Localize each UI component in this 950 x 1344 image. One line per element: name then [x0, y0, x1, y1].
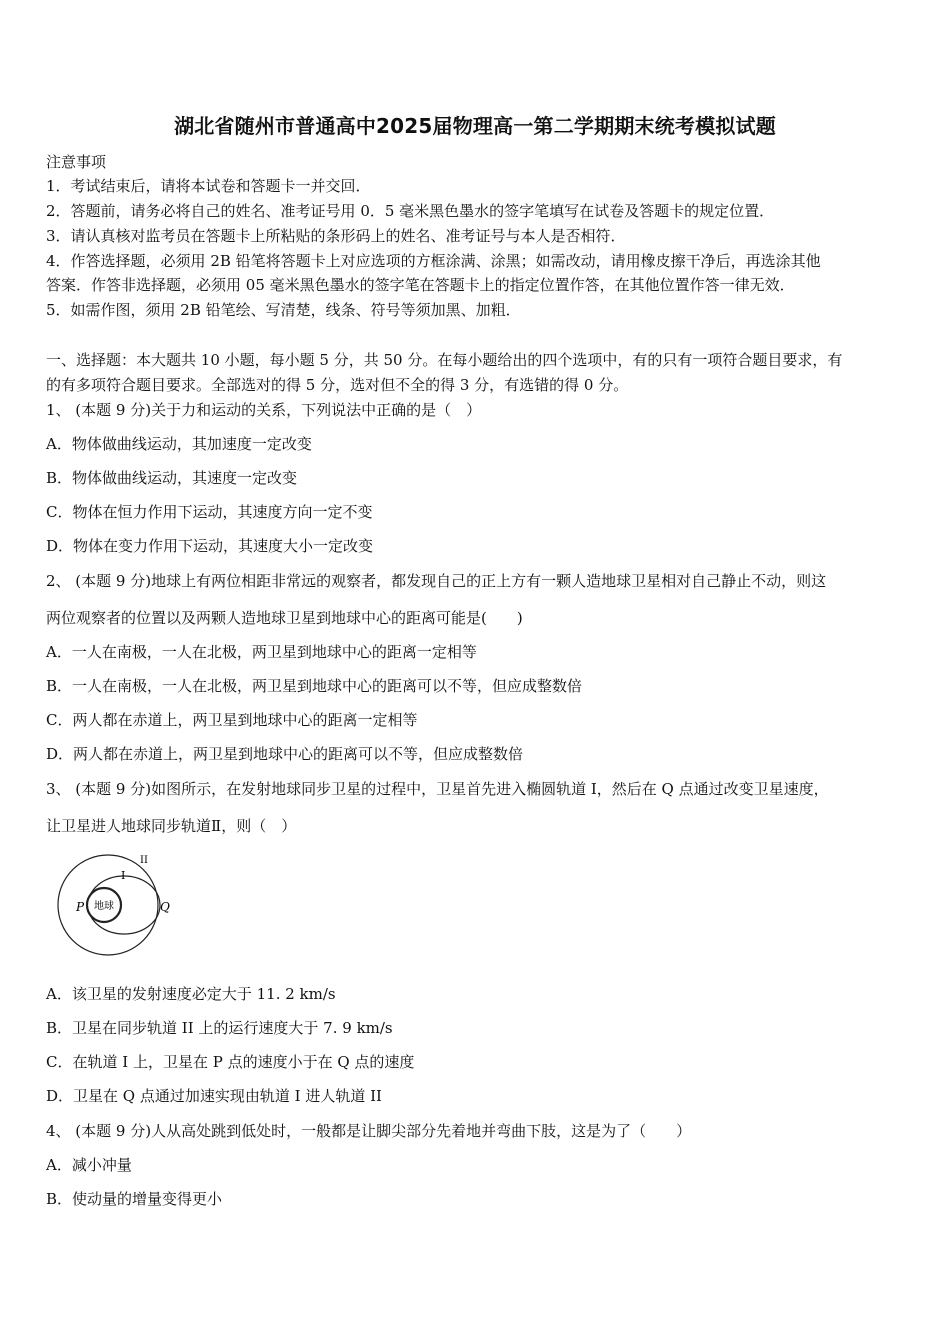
question-3-stem: 让卫星进人地球同步轨道Ⅱ，则（ ） [46, 817, 297, 835]
point-p-label: P [76, 900, 85, 914]
earth-label: 地球 [94, 901, 114, 912]
question-2-option-b: B．一人在南极，一人在北极，两卫星到地球中心的距离可以不等，但应成整数倍 [46, 677, 583, 695]
orbit-diagram [48, 850, 178, 958]
point-q-label: Q [160, 900, 170, 914]
notice-item: 2．答题前，请务必将自己的姓名、准考证号用 0．5 毫米黑色墨水的签字笔填写在试卷及答题卡的规定位置． [46, 202, 775, 220]
question-1-option-b: B．物体做曲线运动，其速度一定改变 [46, 469, 298, 487]
question-1-option-a: A．物体做曲线运动，其加速度一定改变 [46, 435, 312, 453]
question-1-stem: 1、 (本题 9 分)关于力和运动的关系，下列说法中正确的是（ ） [46, 401, 482, 419]
question-2-option-a: A．一人在南极，一人在北极，两卫星到地球中心的距离一定相等 [46, 643, 477, 661]
question-2-stem: 2、 (本题 9 分)地球上有两位相距非常远的观察者，都发现自己的正上方有一颗人造地球卫星相对自己静止不动，则这 [46, 572, 827, 590]
page-title: 湖北省随州市普通高中2025届物理高一第二学期期末统考模拟试题 [174, 114, 776, 138]
question-4-option-a: A．减小冲量 [46, 1156, 132, 1174]
question-1-option-d: D．物体在变力作用下运动，其速度大小一定改变 [46, 537, 374, 555]
question-2-option-d: D．两人都在赤道上，两卫星到地球中心的距离可以不等，但应成整数倍 [46, 745, 524, 763]
notice-item: 3．请认真核对监考员在答题卡上所粘贴的条形码上的姓名、准考证号与本人是否相符． [46, 227, 626, 245]
question-4-option-b: B．使动量的增量变得更小 [46, 1190, 223, 1208]
notice-item: 1．考试结束后，请将本试卷和答题卡一并交回． [46, 177, 371, 195]
question-2-option-c: C．两人都在赤道上，两卫星到地球中心的距离一定相等 [46, 711, 418, 729]
question-3-stem: 3、 (本题 9 分)如图所示，在发射地球同步卫星的过程中，卫星首先进入椭圆轨道 I，然后在 Q 点通过改变卫星速度， [46, 780, 829, 798]
notice-item: 4．作答选择题，必须用 2B 铅笔将答题卡上对应选项的方框涂满、涂黑；如需改动，请用橡皮擦干净后，再选涂其他 [46, 252, 821, 270]
question-1-option-c: C．物体在恒力作用下运动，其速度方向一定不变 [46, 503, 373, 521]
notice-heading: 注意事项 [46, 153, 107, 171]
question-4-stem: 4、 (本题 9 分)人从高处跳到低处时，一般都是让脚尖部分先着地并弯曲下肢，这是为了（ ） [46, 1122, 692, 1140]
orbit-ii-label: II [140, 855, 148, 866]
section-intro: 一、选择题：本大题共 10 小题，每小题 5 分，共 50 分。在每小题给出的四个选项中，有的只有一项符合题目要求，有 [46, 351, 843, 369]
question-3-option-c: C．在轨道 I 上，卫星在 P 点的速度小于在 Q 点的速度 [46, 1053, 415, 1071]
notice-item: 答案．作答非选择题，必须用 05 毫米黑色墨水的签字笔在答题卡上的指定位置作答，在其他位置作答一律无效． [46, 276, 795, 294]
notice-item: 5．如需作图，须用 2B 铅笔绘、写清楚，线条、符号等须加黑、加粗． [46, 301, 521, 319]
section-intro: 的有多项符合题目要求。全部选对的得 5 分，选对但不全的得 3 分，有选错的得 0 分。 [46, 376, 629, 394]
question-3-option-a: A．该卫星的发射速度必定大于 11. 2 km/s [46, 985, 336, 1003]
question-3-option-d: D．卫星在 Q 点通过加速实现由轨道 I 进人轨道 II [46, 1087, 382, 1105]
question-3-option-b: B．卫星在同步轨道 II 上的运行速度大于 7. 9 km/s [46, 1019, 393, 1037]
orbit-i-label: I [121, 869, 126, 882]
question-2-stem: 两位观察者的位置以及两颗人造地球卫星到地球中心的距离可能是( ) [46, 609, 523, 627]
